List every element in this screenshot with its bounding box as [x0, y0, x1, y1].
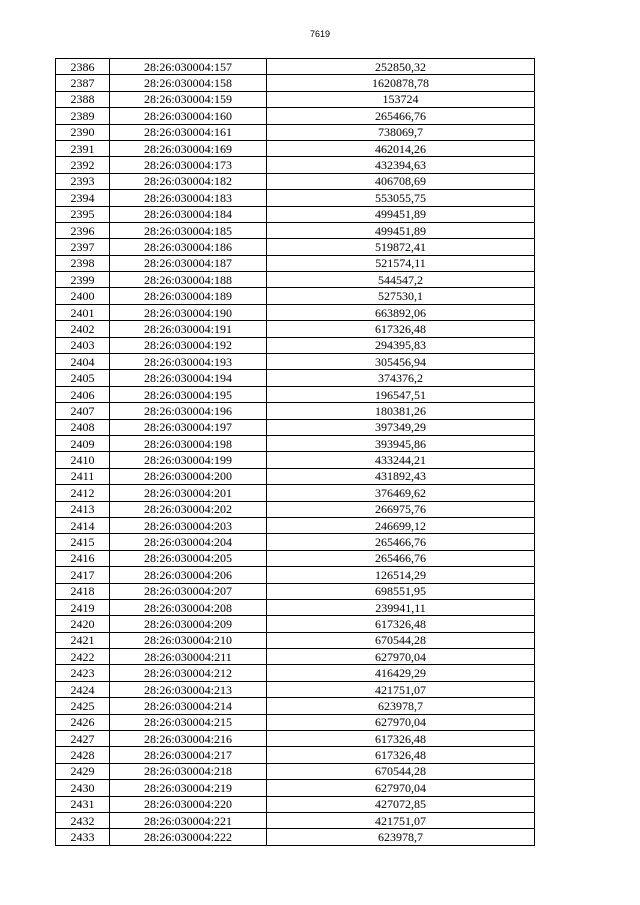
cadastral-value-cell: 265466,76	[267, 108, 535, 124]
cadastral-number-cell: 28:26:030004:191	[110, 321, 267, 337]
row-number-cell: 2416	[56, 550, 110, 566]
cadastral-number-cell: 28:26:030004:184	[110, 206, 267, 222]
table-row	[56, 567, 535, 583]
cadastral-value-cell: 623978,7	[267, 698, 535, 714]
cadastral-value-cell: 393945,86	[267, 435, 535, 451]
table-row	[56, 681, 535, 697]
cadastral-value-cell: 406708,69	[267, 173, 535, 189]
cadastral-value-cell: 266975,76	[267, 501, 535, 517]
table-row	[56, 222, 535, 238]
row-number-cell: 2388	[56, 91, 110, 107]
cadastral-value-cell: 670544,28	[267, 632, 535, 648]
cadastral-number-cell: 28:26:030004:207	[110, 583, 267, 599]
table-row	[56, 157, 535, 173]
table-row	[56, 272, 535, 288]
table-row	[56, 206, 535, 222]
cadastral-value-cell: 499451,89	[267, 206, 535, 222]
table-body	[56, 59, 535, 846]
cadastral-number-cell: 28:26:030004:201	[110, 485, 267, 501]
table-row	[56, 304, 535, 320]
cadastral-value-cell: 544547,2	[267, 272, 535, 288]
row-number-cell: 2405	[56, 370, 110, 386]
cadastral-number-cell: 28:26:030004:211	[110, 649, 267, 665]
cadastral-number-cell: 28:26:030004:190	[110, 304, 267, 320]
row-number-cell: 2409	[56, 435, 110, 451]
cadastral-value-cell: 670544,28	[267, 763, 535, 779]
row-number-cell: 2419	[56, 599, 110, 615]
cadastral-value-cell: 432394,63	[267, 157, 535, 173]
cadastral-number-cell: 28:26:030004:214	[110, 698, 267, 714]
table-row	[56, 599, 535, 615]
cadastral-number-cell: 28:26:030004:213	[110, 681, 267, 697]
row-number-cell: 2402	[56, 321, 110, 337]
cadastral-value-cell: 180381,26	[267, 403, 535, 419]
cadastral-value-cell: 374376,2	[267, 370, 535, 386]
table-row	[56, 747, 535, 763]
table-row	[56, 796, 535, 812]
row-number-cell: 2386	[56, 59, 110, 75]
table-row	[56, 731, 535, 747]
table-row	[56, 714, 535, 730]
table-row	[56, 370, 535, 386]
cadastral-number-cell: 28:26:030004:199	[110, 452, 267, 468]
cadastral-value-cell: 421751,07	[267, 812, 535, 828]
cadastral-value-cell: 376469,62	[267, 485, 535, 501]
table-row	[56, 173, 535, 189]
cadastral-value-cell: 663892,06	[267, 304, 535, 320]
cadastral-number-cell: 28:26:030004:219	[110, 780, 267, 796]
row-number-cell: 2427	[56, 731, 110, 747]
cadastral-number-cell: 28:26:030004:158	[110, 75, 267, 91]
table-row	[56, 140, 535, 156]
row-number-cell: 2423	[56, 665, 110, 681]
row-number-cell: 2400	[56, 288, 110, 304]
table-row	[56, 190, 535, 206]
cadastral-number-cell: 28:26:030004:215	[110, 714, 267, 730]
cadastral-number-cell: 28:26:030004:222	[110, 829, 267, 845]
cadastral-number-cell: 28:26:030004:217	[110, 747, 267, 763]
row-number-cell: 2399	[56, 272, 110, 288]
table-row	[56, 780, 535, 796]
table-row	[56, 452, 535, 468]
row-number-cell: 2412	[56, 485, 110, 501]
cadastral-number-cell: 28:26:030004:203	[110, 517, 267, 533]
cadastral-number-cell: 28:26:030004:210	[110, 632, 267, 648]
table-row	[56, 108, 535, 124]
cadastral-number-cell: 28:26:030004:204	[110, 534, 267, 550]
table-row	[56, 665, 535, 681]
row-number-cell: 2404	[56, 354, 110, 370]
cadastral-value-cell: 698551,95	[267, 583, 535, 599]
row-number-cell: 2421	[56, 632, 110, 648]
table-row	[56, 485, 535, 501]
cadastral-number-cell: 28:26:030004:200	[110, 468, 267, 484]
table-row	[56, 550, 535, 566]
row-number-cell: 2413	[56, 501, 110, 517]
table-row	[56, 632, 535, 648]
cadastral-number-cell: 28:26:030004:209	[110, 616, 267, 632]
cadastral-number-cell: 28:26:030004:205	[110, 550, 267, 566]
row-number-cell: 2395	[56, 206, 110, 222]
cadastral-value-cell: 433244,21	[267, 452, 535, 468]
cadastral-value-cell: 519872,41	[267, 239, 535, 255]
cadastral-number-cell: 28:26:030004:220	[110, 796, 267, 812]
row-number-cell: 2403	[56, 337, 110, 353]
cadastral-number-cell: 28:26:030004:202	[110, 501, 267, 517]
table-row	[56, 583, 535, 599]
table-row	[56, 419, 535, 435]
table-row	[56, 534, 535, 550]
cadastral-value-cell: 239941,11	[267, 599, 535, 615]
table-row	[56, 435, 535, 451]
row-number-cell: 2428	[56, 747, 110, 763]
row-number-cell: 2396	[56, 222, 110, 238]
row-number-cell: 2414	[56, 517, 110, 533]
table-row	[56, 124, 535, 140]
cadastral-number-cell: 28:26:030004:160	[110, 108, 267, 124]
row-number-cell: 2398	[56, 255, 110, 271]
row-number-cell: 2389	[56, 108, 110, 124]
table-row	[56, 812, 535, 828]
cadastral-value-cell: 627970,04	[267, 714, 535, 730]
cadastral-number-cell: 28:26:030004:189	[110, 288, 267, 304]
row-number-cell: 2415	[56, 534, 110, 550]
cadastral-value-cell: 738069,7	[267, 124, 535, 140]
cadastral-number-cell: 28:26:030004:169	[110, 140, 267, 156]
cadastral-value-cell: 617326,48	[267, 616, 535, 632]
row-number-cell: 2410	[56, 452, 110, 468]
table-row	[56, 255, 535, 271]
cadastral-number-cell: 28:26:030004:208	[110, 599, 267, 615]
cadastral-value-cell: 617326,48	[267, 731, 535, 747]
cadastral-value-cell: 462014,26	[267, 140, 535, 156]
table-row	[56, 354, 535, 370]
cadastral-number-cell: 28:26:030004:197	[110, 419, 267, 435]
table-row	[56, 616, 535, 632]
page-number: 7619	[309, 29, 331, 39]
cadastral-number-cell: 28:26:030004:206	[110, 567, 267, 583]
cadastral-value-cell: 527530,1	[267, 288, 535, 304]
cadastral-value-cell: 617326,48	[267, 747, 535, 763]
cadastral-number-cell: 28:26:030004:188	[110, 272, 267, 288]
table-row	[56, 91, 535, 107]
cadastral-number-cell: 28:26:030004:194	[110, 370, 267, 386]
row-number-cell: 2429	[56, 763, 110, 779]
cadastral-value-cell: 265466,76	[267, 550, 535, 566]
cadastral-number-cell: 28:26:030004:157	[110, 59, 267, 75]
cadastral-value-cell: 627970,04	[267, 649, 535, 665]
cadastral-value-cell: 252850,32	[267, 59, 535, 75]
table-row	[56, 829, 535, 845]
row-number-cell: 2420	[56, 616, 110, 632]
cadastral-number-cell: 28:26:030004:196	[110, 403, 267, 419]
table-row	[56, 288, 535, 304]
row-number-cell: 2391	[56, 140, 110, 156]
table-row	[56, 59, 535, 75]
row-number-cell: 2408	[56, 419, 110, 435]
cadastral-value-cell: 265466,76	[267, 534, 535, 550]
cadastral-number-cell: 28:26:030004:198	[110, 435, 267, 451]
cadastral-number-cell: 28:26:030004:183	[110, 190, 267, 206]
cadastral-value-table	[55, 58, 535, 846]
cadastral-value-cell: 617326,48	[267, 321, 535, 337]
row-number-cell: 2417	[56, 567, 110, 583]
row-number-cell: 2432	[56, 812, 110, 828]
row-number-cell: 2401	[56, 304, 110, 320]
table-row	[56, 501, 535, 517]
table-row	[56, 698, 535, 714]
table-row	[56, 468, 535, 484]
row-number-cell: 2426	[56, 714, 110, 730]
cadastral-value-cell: 421751,07	[267, 681, 535, 697]
cadastral-number-cell: 28:26:030004:212	[110, 665, 267, 681]
row-number-cell: 2433	[56, 829, 110, 845]
table-row	[56, 763, 535, 779]
cadastral-number-cell: 28:26:030004:182	[110, 173, 267, 189]
cadastral-number-cell: 28:26:030004:192	[110, 337, 267, 353]
cadastral-value-cell: 427072,85	[267, 796, 535, 812]
cadastral-value-cell: 397349,29	[267, 419, 535, 435]
cadastral-value-cell: 196547,51	[267, 386, 535, 402]
table-row	[56, 403, 535, 419]
cadastral-number-cell: 28:26:030004:186	[110, 239, 267, 255]
row-number-cell: 2394	[56, 190, 110, 206]
cadastral-value-cell: 627970,04	[267, 780, 535, 796]
row-number-cell: 2387	[56, 75, 110, 91]
cadastral-value-cell: 1620878,78	[267, 75, 535, 91]
cadastral-number-cell: 28:26:030004:221	[110, 812, 267, 828]
cadastral-value-cell: 521574,11	[267, 255, 535, 271]
row-number-cell: 2418	[56, 583, 110, 599]
row-number-cell: 2430	[56, 780, 110, 796]
cadastral-number-cell: 28:26:030004:161	[110, 124, 267, 140]
cadastral-value-cell: 499451,89	[267, 222, 535, 238]
table-row	[56, 321, 535, 337]
table-row	[56, 75, 535, 91]
cadastral-value-cell: 431892,43	[267, 468, 535, 484]
cadastral-number-cell: 28:26:030004:185	[110, 222, 267, 238]
row-number-cell: 2397	[56, 239, 110, 255]
cadastral-number-cell: 28:26:030004:195	[110, 386, 267, 402]
row-number-cell: 2406	[56, 386, 110, 402]
cadastral-number-cell: 28:26:030004:173	[110, 157, 267, 173]
row-number-cell: 2431	[56, 796, 110, 812]
table-row	[56, 649, 535, 665]
table-row	[56, 386, 535, 402]
row-number-cell: 2407	[56, 403, 110, 419]
row-number-cell: 2422	[56, 649, 110, 665]
cadastral-value-cell: 553055,75	[267, 190, 535, 206]
cadastral-value-cell: 416429,29	[267, 665, 535, 681]
cadastral-value-cell: 153724	[267, 91, 535, 107]
cadastral-value-cell: 246699,12	[267, 517, 535, 533]
row-number-cell: 2411	[56, 468, 110, 484]
cadastral-number-cell: 28:26:030004:187	[110, 255, 267, 271]
cadastral-value-cell: 126514,29	[267, 567, 535, 583]
table-row	[56, 517, 535, 533]
cadastral-value-cell: 623978,7	[267, 829, 535, 845]
table-row	[56, 239, 535, 255]
row-number-cell: 2393	[56, 173, 110, 189]
cadastral-number-cell: 28:26:030004:216	[110, 731, 267, 747]
cadastral-value-cell: 294395,83	[267, 337, 535, 353]
cadastral-value-cell: 305456,94	[267, 354, 535, 370]
cadastral-number-cell: 28:26:030004:218	[110, 763, 267, 779]
row-number-cell: 2425	[56, 698, 110, 714]
cadastral-number-cell: 28:26:030004:193	[110, 354, 267, 370]
row-number-cell: 2390	[56, 124, 110, 140]
row-number-cell: 2424	[56, 681, 110, 697]
row-number-cell: 2392	[56, 157, 110, 173]
table-row	[56, 337, 535, 353]
cadastral-number-cell: 28:26:030004:159	[110, 91, 267, 107]
